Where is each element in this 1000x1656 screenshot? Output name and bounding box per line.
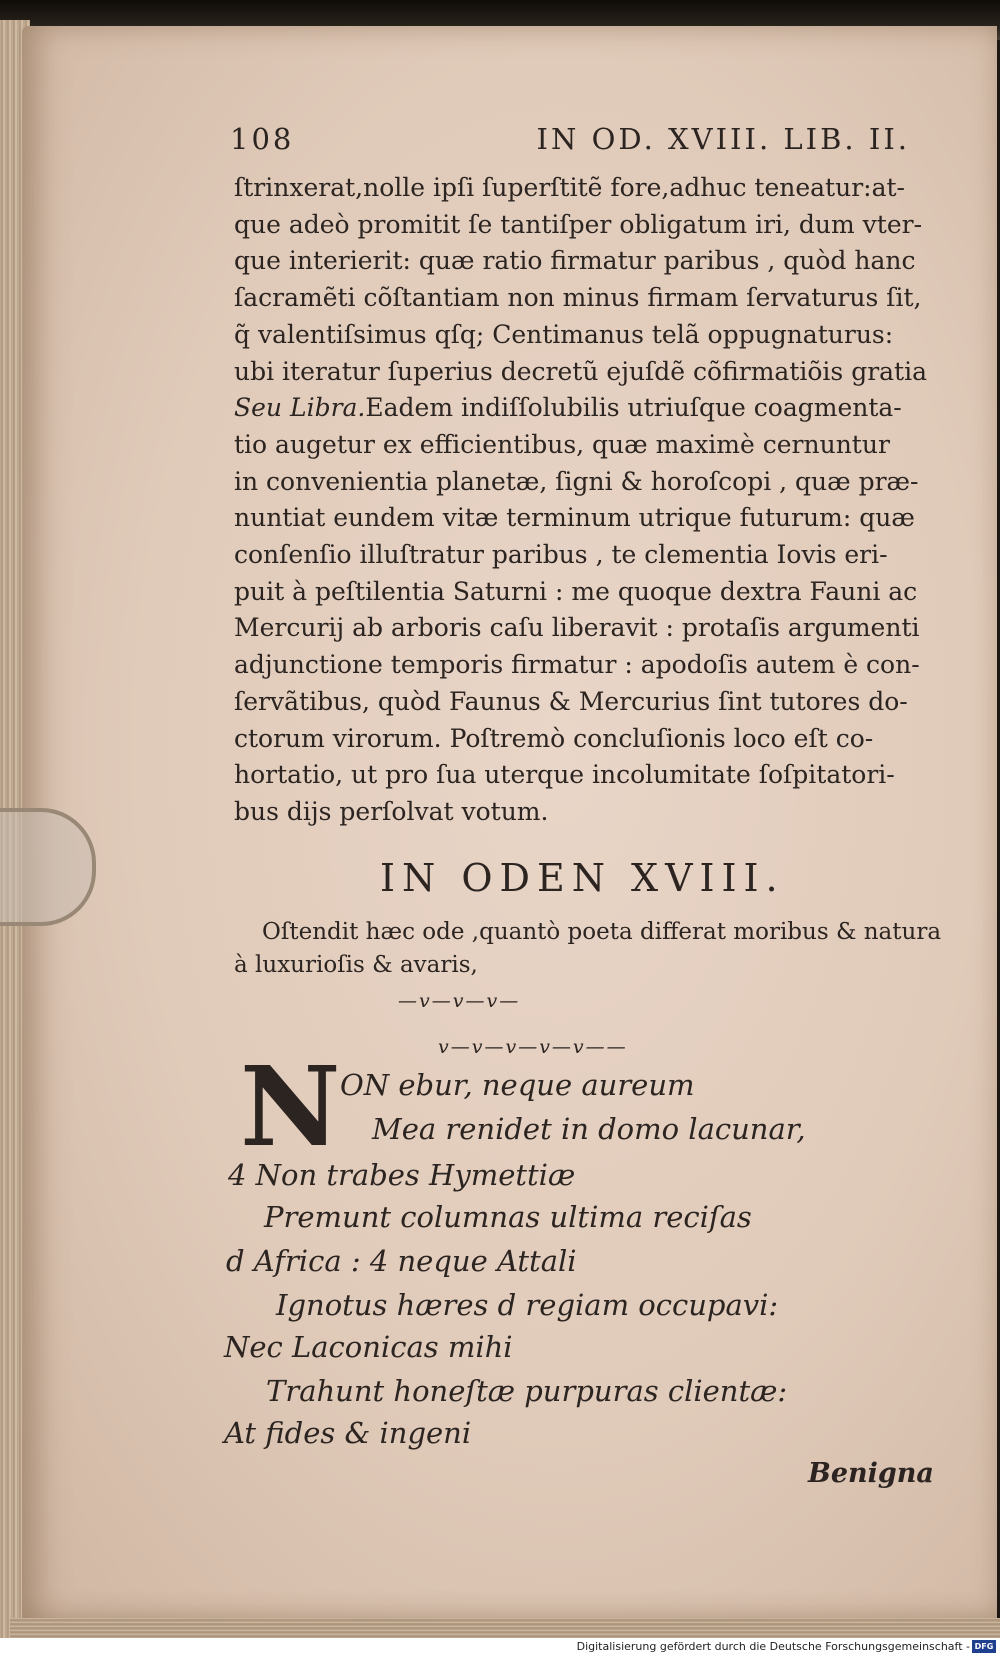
drop-cap-initial: N <box>240 1042 341 1171</box>
text-line: que interierit: quæ ratio firmatur paribus , quòd hanc <box>234 246 916 276</box>
page-number: 108 <box>230 122 295 156</box>
commentary-text <box>234 170 934 831</box>
text-line: Mercurij ab arboris caſu liberavit : protaſis argumenti <box>234 613 920 643</box>
funding-notice: Digitalisierung gefördert durch die Deutsche Forschungsgemeinschaft - <box>576 1640 970 1653</box>
section-title: IN ODEN XVIII. <box>380 856 785 900</box>
text-line: Oſtendit hæc ode ,quantò poeta differat moribus & natura <box>262 919 942 945</box>
text-fragment: Eadem indiſſolubilis utriuſque coagmenta- <box>365 393 902 423</box>
verse-line: Ignotus hæres d regiam occupavi: <box>276 1288 779 1322</box>
running-header <box>230 122 910 156</box>
catchword: Benigna <box>808 1458 934 1489</box>
verse-line: Trahunt honeſtæ purpuras clientæ: <box>266 1374 788 1408</box>
text-line: à luxurioſis & avaris, <box>234 952 478 978</box>
running-title: IN OD. XVIII. LIB. II. <box>536 122 910 156</box>
text-line: hortatio, ut pro ſua uterque incolumitate ſoſpitatori- <box>234 760 895 790</box>
verse-line: At fides & ingeni <box>224 1416 472 1450</box>
meter-scheme-line-1: —v—v—v— <box>398 990 521 1012</box>
text-line: ubi iteratur ſuperius decretũ ejuſdẽ cõfirmatiõis gratia <box>234 356 928 386</box>
argument-text <box>234 916 942 982</box>
text-line: adjunctione temporis firmatur : apodoſis autem è con- <box>234 650 920 680</box>
text-line: nuntiat eundem vitæ terminum utrique futurum: quæ <box>234 503 915 533</box>
text-line: puit à peſtilentia Saturni : me quoque dextra Fauni ac <box>234 576 918 606</box>
text-line: tio augetur ex efficientibus, quæ maximè cernuntur <box>234 429 890 459</box>
book-edge-bottom <box>10 1618 1000 1638</box>
italic-phrase: Seu Libra. <box>234 393 366 423</box>
text-line: conſenſio illuſtratur paribus , te clementia Iovis eri- <box>234 540 888 570</box>
text-line: ſacramẽti cõſtantiam non minus firmam ſervaturus ſit, <box>234 283 922 313</box>
text-line: ſtrinxerat,nolle ipſi ſuperſtitẽ fore,adhuc teneatur:at- <box>234 173 905 202</box>
text-line: ctorum virorum. Poſtremò concluſionis loco eſt co- <box>234 723 874 753</box>
verse-line: Premunt columnas ultima reciſas <box>264 1200 752 1234</box>
meter-scheme-line-2: v—v—v—v—v—— <box>438 1036 628 1058</box>
verse-line: Nec Laconicas mihi <box>224 1330 513 1364</box>
text-line: bus dijs perſolvat votum. <box>234 796 549 826</box>
text-line: q̃ valentiſsimus qſq; Centimanus telã oppugnaturus: <box>234 319 894 349</box>
verse-line: 4 Non trabes Hymettiæ <box>228 1158 576 1192</box>
dfg-logo-icon: DFG <box>972 1640 996 1653</box>
verse-line: ON ebur, neque aureum <box>340 1068 695 1102</box>
text-line: que adeò promitit ſe tantiſper obligatum iri, dum vter- <box>234 209 923 239</box>
text-line: in convenientia planetæ, ſigni & horoſcopi , quæ præ- <box>234 466 919 496</box>
verse-line: d Africa : 4 neque Attali <box>226 1244 577 1278</box>
verse-line: Mea renidet in domo lacunar, <box>372 1112 806 1146</box>
text-line: ſervãtibus, quòd Faunus & Mercurius ſint tutores do- <box>234 686 908 716</box>
text-line <box>234 390 934 427</box>
